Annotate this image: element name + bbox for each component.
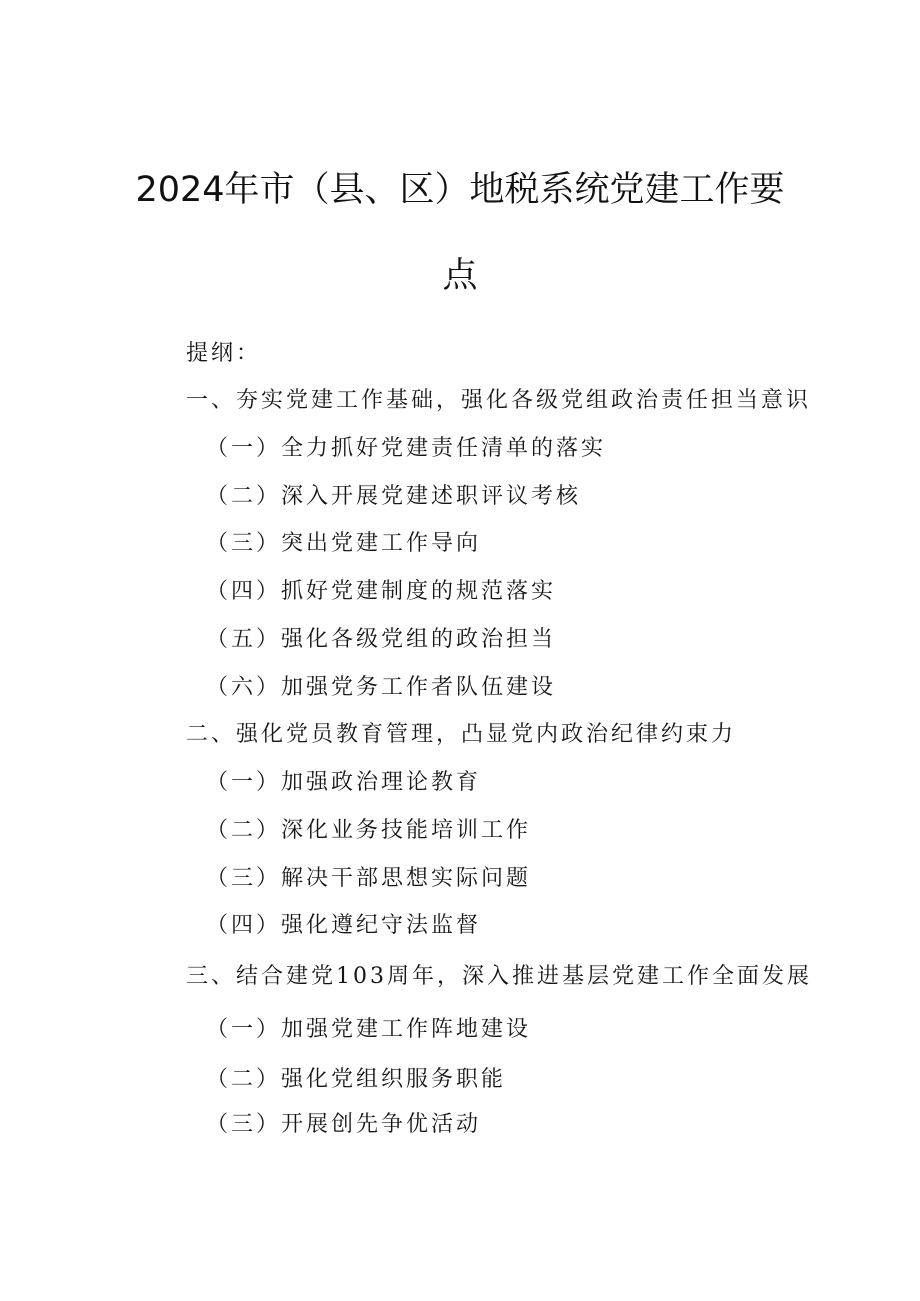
section-1-item-1: （一）全力抓好党建责任清单的落实 — [206, 436, 607, 461]
section-heading-2: 二、强化党员教育管理，凸显党内政治纪律约束力 — [186, 722, 737, 747]
section-2-item-2: （二）深化业务技能培训工作 — [206, 818, 532, 843]
section-2-item-1: （一）加强政治理论教育 — [206, 770, 482, 795]
section-heading-1: 一、夯实党建工作基础，强化各级党组政治责任担当意识 — [186, 388, 812, 413]
section-3-item-3: （三）开展创先争优活动 — [206, 1112, 482, 1137]
section-1-item-6: （六）加强党务工作者队伍建设 — [206, 675, 557, 700]
section-heading-3: 三、结合建党103周年，深入推进基层党建工作全面发展 — [186, 964, 812, 989]
section-2-item-4: （四）强化遵纪守法监督 — [206, 913, 482, 938]
outline-label: 提纲： — [186, 341, 262, 366]
section-2-item-3: （三）解决干部思想实际问题 — [206, 866, 532, 891]
section-3-item-1: （一）加强党建工作阵地建设 — [206, 1017, 532, 1042]
section-1-item-3: （三）突出党建工作导向 — [206, 531, 482, 556]
document-title-line-2: 点 — [442, 256, 478, 296]
section-1-item-2: （二）深入开展党建述职评议考核 — [206, 484, 582, 509]
section-1-item-5: （五）强化各级党组的政治担当 — [206, 627, 557, 652]
section-3-item-2: （二）强化党组织服务职能 — [206, 1067, 507, 1092]
section-1-item-4: （四）抓好党建制度的规范落实 — [206, 579, 557, 604]
document-title-line-1: 2024年市（县、区）地税系统党建工作要 — [135, 170, 785, 210]
